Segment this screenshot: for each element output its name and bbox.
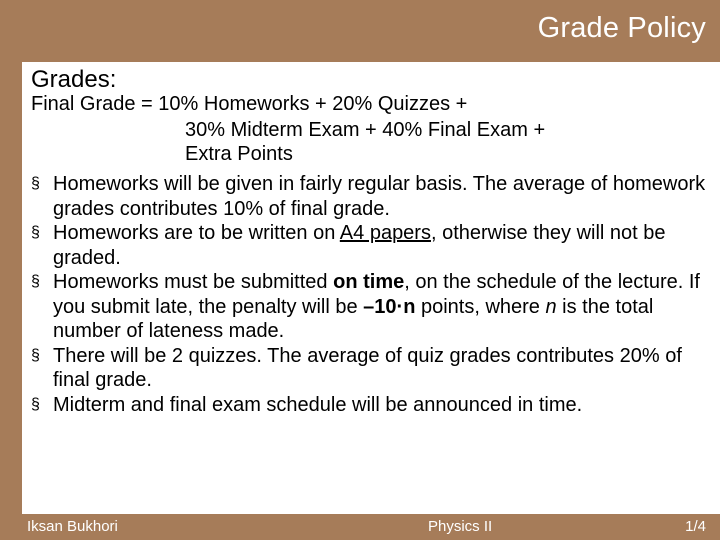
formula-line-2: 30% Midterm Exam + 40% Final Exam + xyxy=(185,119,546,141)
bullet-marker-icon: § xyxy=(31,346,40,364)
bullet-text: Midterm and final exam schedule will be announced in time. xyxy=(53,393,583,416)
bullet-homework-paper xyxy=(31,221,717,270)
formula-line-1: Final Grade = 10% Homeworks + 20% Quizzes + xyxy=(31,93,468,115)
bullet-text: Homeworks must be submitted xyxy=(53,271,334,293)
grades-heading: Grades: xyxy=(31,66,117,93)
penalty-formula: –10·n xyxy=(363,295,416,318)
bullet-homework-frequency xyxy=(31,172,717,221)
bullet-marker-icon: § xyxy=(31,273,40,290)
slide-footer xyxy=(0,514,720,540)
bullet-text: There will be 2 quizzes. The average of quiz grades contributes 20% of final grade. xyxy=(53,344,682,391)
formula-line-3: Extra Points xyxy=(185,143,293,165)
bullet-text: , otherwise they will not be graded. xyxy=(53,222,666,269)
slide-content xyxy=(22,62,720,514)
bullet-marker-icon: § xyxy=(31,395,40,413)
slide-title: Grade Policy xyxy=(537,12,706,44)
bullet-exam-schedule xyxy=(31,393,717,418)
bullet-marker-icon: § xyxy=(31,175,40,192)
bullet-text: Homeworks will be given in fairly regular basis. The average of homework grades contributes 10% of final grade. xyxy=(53,173,706,220)
bullet-homework-deadline xyxy=(31,270,717,344)
title-bar xyxy=(0,0,720,62)
bullet-text: is the total number of lateness made. xyxy=(53,295,654,342)
footer-author: Iksan Bukhori xyxy=(27,518,118,535)
bullet-text: Homeworks are to be written on xyxy=(53,222,340,244)
bullet-text: , on the schedule of the lecture. If you submit late, the penalty will be xyxy=(53,271,700,318)
footer-course: Physics II xyxy=(428,518,493,535)
bullet-marker-icon: § xyxy=(31,224,40,241)
on-time-emphasis: on time xyxy=(333,271,405,293)
bullet-quizzes xyxy=(31,344,717,393)
policy-bullet-list xyxy=(31,172,717,417)
variable-n: n xyxy=(545,295,557,318)
bullet-text: points, where xyxy=(415,295,546,318)
a4-papers-text: A4 papers xyxy=(339,222,431,244)
footer-page-number: 1/4 xyxy=(685,518,706,535)
